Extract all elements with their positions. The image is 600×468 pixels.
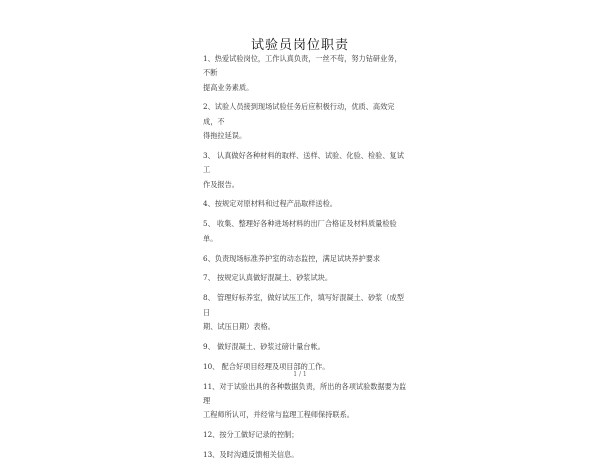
duty-item: 11、对于试验出具的各种数据负责，所出的各项试验数据要为监理 工程师所认可，并经常与监理工程师保持联系。 <box>203 381 407 420</box>
duty-item: 9、 做好混凝土、砂浆过磅计量台帐。 <box>203 341 325 351</box>
duty-item: 7、 按规定认真做好混凝土、砂浆试块。 <box>203 273 333 283</box>
duty-item: 5、 收集、整理好各种进场材料的出厂合格证及材料质量检验单。 <box>203 219 397 243</box>
duty-item: 2、试验人员接到现场试验任务后应积极行动，优质、高效完成，不 得拖拉延误。 <box>203 102 395 141</box>
duty-item: 4、按规定对原材料和过程产品取样送检。 <box>203 199 337 209</box>
duty-item: 12、按分工做好记录的控制； <box>203 430 299 440</box>
duty-item: 10、 配合好项目经理及项目部的工作。 <box>203 361 330 371</box>
duty-item: 3、 认真做好各种材料的取样、送样、试验、化验、检验、复试工 作及报告。 <box>203 150 404 189</box>
duty-item: 13、及时沟通反馈相关信息。 <box>203 449 299 459</box>
document-title: 试验员岗位职责 <box>250 38 349 53</box>
duty-item: 8、 管理好标养室，做好试压工作，填写好混凝土、砂浆（成型日 期、试压日期）表格。 <box>203 293 404 331</box>
page-number: 1 / 1 <box>293 371 307 378</box>
duty-item: 6、负责现场标准养护室的动态监控，满足试块养护要求 <box>203 253 381 263</box>
duty-list <box>203 52 408 468</box>
duty-item: 1、热爱试验岗位，工作认真负责，一丝不苟，努力钻研业务，不断 提高业务素质。 <box>203 54 402 92</box>
